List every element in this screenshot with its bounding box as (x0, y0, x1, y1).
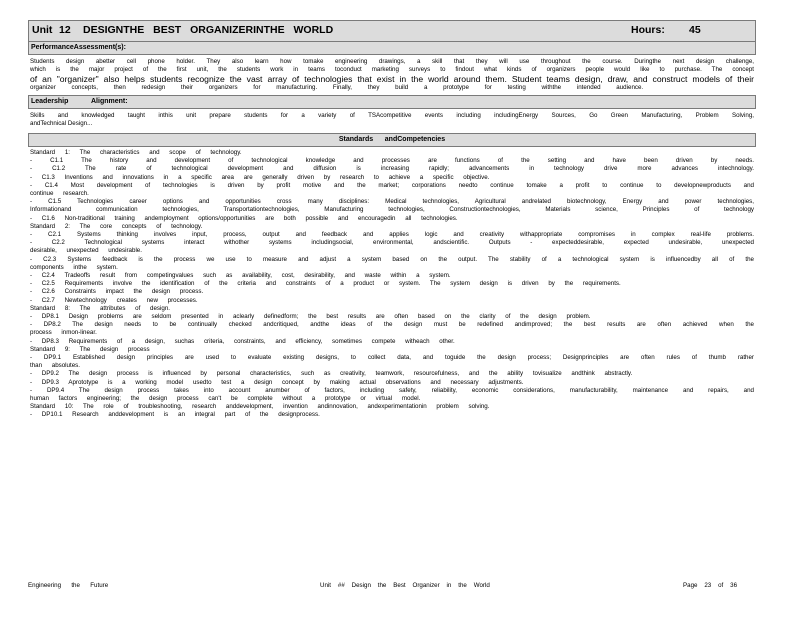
performance-line: organizer concepts, then redesign their organizers for manufacturing. Finally, they build a prototype for testing withthe intended audience. (30, 83, 644, 91)
standard-row: Informationand communication technologies, Transportationtechnologies, Manufacturing technologies, Constructiontechnologies, Materials science, Principles of technology (30, 206, 754, 214)
performance-assessment-label: PerformanceAssessment(s): (28, 42, 756, 55)
standard-row: - C1.3 Inventions and innovations in a specific area are generally driven by research to achieve a specific objective. (30, 173, 490, 181)
standard-row: human factors engineering; the design process can't be complete without a prototype or virtual model. (30, 395, 421, 403)
standards-header: Standards andCompetencies (28, 133, 756, 147)
performance-line: Students design abetter cell phone holder. They also learn how tomake engineering drawings, a skill that they will use throughout the course. Duringthe next design challenge, (30, 58, 754, 65)
hours-value: 45 (689, 24, 701, 36)
standard-row: than absolutes. (30, 362, 80, 370)
leadership-label: Leadership (31, 98, 69, 106)
standard-row: - DP9.4 The design process takes into account anumber of factors, including safety, reliability, economic considerations, manufacturability, maintenance and repairs, and (30, 386, 754, 394)
leadership-alignment-header (28, 95, 756, 109)
standard-row: continue research. (30, 190, 89, 197)
performance-line: of an "organizer" also helps students recognize the vast array of technologies that exist in the world around them. Student teams design, draw, and construct models of their (30, 73, 754, 84)
standard-row: Standard 10: The role of troubleshooting, research anddevelopment, invention andinnovation, andexperimentationin problem solving. (30, 403, 490, 411)
standard-row: - C2.5 Requirements involve the identification of the criteria and constraints of a product or system. The system design is driven by the requirements. (30, 280, 621, 288)
standard-row: - DP9.3 Aprototype is a working model usedto test a design concept by making actual observations and necessary adjustments. (30, 378, 524, 386)
leadership-alignment-text (28, 109, 756, 130)
standard-row: - DP10.1 Research anddevelopment is an integral part of the designprocess. (30, 411, 320, 419)
standard-row: - DP8.1 Design problems are seldom presented in aclearly definedform; the best results are often based on the clarity of the design problem. (30, 313, 591, 321)
standard-row: components inthe system. (30, 263, 118, 271)
performance-line: which is the major project of the first unit, the students work in teams toconduct marketing surveys to findout what kinds of organizers people would like to purchase. The concept (30, 65, 754, 73)
unit-number: 12 (59, 24, 71, 36)
standard-row: - C2.4 Tradeoffs result from competingvalues such as availability, cost, desirability, and waste within a system. (30, 272, 451, 280)
footer-left: Engineering the Future (28, 582, 109, 589)
hours-label: Hours: (631, 24, 665, 36)
standard-row: - C2.1 Systems thinking involves input, process, output and feedback and applies logic and creativity withappropriate compromises in complex real-life problems. (30, 231, 754, 239)
footer-page-number: Page 23 of 36 (683, 582, 738, 589)
alignment-label: Alignment: (91, 98, 128, 106)
standard-row: - C1.6 Non-traditional training andemployment options/opportunities are both possible and encouragedin all technologies. (30, 214, 458, 222)
standard-row: Standard 8: The attributes of design. (30, 304, 170, 312)
footer-center: Unit ## Design the Best Organizer in the World (320, 582, 490, 589)
page-footer (28, 582, 756, 592)
standard-row: - C2.7 Newtechnology creates new processes. (30, 296, 198, 304)
standard-row: Standard 9: The design process (30, 345, 150, 353)
unit-header (28, 20, 756, 42)
standard-row: Standard 1: The characteristics and scope of technology. (30, 148, 242, 156)
standard-row: Standard 2: The core concepts of technology. (30, 222, 203, 230)
unit-label: Unit (32, 24, 53, 36)
standard-row: - C1.2 The rate of technological development and diffusion is increasing rapidly; advancements in technology drive more advances intechnology. (30, 165, 754, 173)
standard-row: - C1.4 Most development of technologies is driven by profit motive and the market; corporations needto continue tomake a profit to continue to developnewproducts and (30, 181, 754, 189)
standard-row: - DP9.2 The design process is influenced by personal characteristics, such as creativity, teamwork, resourcefulness, and the ability tovisualize andthink abstractly. (30, 370, 633, 378)
document-page (28, 20, 756, 420)
standard-row: - C1.1 The history and development of technological knowledge and processes are functions of the setting and have been driven by needs. (30, 157, 754, 165)
standard-row: - DP8.2 The design needs to be continually checked andcritiqued, andthe ideas of the design must be redefined andimproved; the best results are often achieved when the (30, 321, 754, 329)
leadership-line: andTechnical Design... (30, 120, 93, 128)
standard-row: - C2.3 Systems feedback is the process we use to measure and adjust a system based on the output. The stability of a technological system is influencedby all of the (30, 255, 754, 263)
standards-list (28, 147, 756, 420)
standard-row: - C1.5 Technologies career options and opportunities cross many disciplines: Medical technologies, Agricultural andrelated biotechnology, Energy and power technologies, (30, 198, 754, 206)
unit-title: DESIGNTHE BEST ORGANIZERINTHE WORLD (83, 24, 334, 36)
standard-row: - DP9.1 Established design principles are used to evaluate existing designs, to collect data, and toguide the design process; Designprinciples are often rules of thumb rather (30, 354, 754, 362)
standard-row: - C2.2 Technological systems interact withother systems includingsocial, environmental, andscientific. Outputs - expecteddesirable, expected undesirable, unexpected (30, 239, 754, 247)
standard-row: desirable, unexpected undesirable. (30, 247, 142, 255)
performance-assessment-text (28, 55, 756, 93)
leadership-line: Skills and knowledged taught inthis unit prepare students for a variety of TSAcompetitive events including includingEnergy Sources, Go Green Manufacturing, Problem Solving, (30, 112, 754, 120)
standard-row: process inmon-linear. (30, 329, 97, 337)
standard-row: - DP8.3 Requirements of a design, suchas criteria, constraints, and efficiency, sometimes compete witheach other. (30, 337, 455, 345)
standard-row: - C2.6 Constraints impact the design process. (30, 288, 204, 296)
